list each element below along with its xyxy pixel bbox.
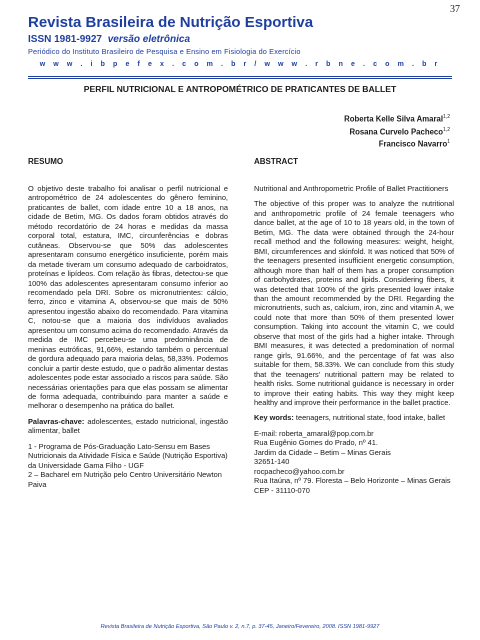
keywords-label: Key words:: [254, 413, 294, 423]
author: Francisco Navarro$^1$: [378, 139, 450, 149]
journal-websites: w w w . i b p e f e x . c o m . b r / w w w . r b n e . c o m . b r: [39, 61, 441, 68]
contact-line: 32651-140: [254, 457, 290, 467]
contact-line: E-mail: roberta_amaral@pop.com.br: [254, 428, 374, 438]
journal-title: Revista Brasileira de Nutrição Esportiva: [28, 14, 314, 31]
resumo-body: O objetivo deste trabalho foi analisar o perfil nutricional e antropométrico de 24 adolescentes do gênero feminino, praticantes de ballet, com idade entre 10 a 18 anos, na cidade de Betim, MG. Os dados foram obtidos através do método recordatório de 24 horas e medidas da massa corporal total, estatura, IMC, circunferências e dobras cutâneas. Observou-se que 50% das adolescentes apresentaram consumo energético insuficiente, porém mais da metade tiveram um consumo adequado de carboidratos, proteínas e lipídeos. Com relação às fibras, detectou-se que 100% das adolescentes apresentaram consumo inferior ao recomendado pela DRI. Sobre os micronutrientes: cálcio, ferro, zinco e vitamina A, observou-se que mais de 50% apresentou ingestão abaixo do recomendado. Para vitamina C, notou-se que a maioria dos indivíduos avaliados apresentou um consumo acima do recomendado. Através da medida de IMC percebeu-se uma predominância de meninas eutróficas, 91,66%, estando também o percentual de gordura adequado para maioria delas, 58,33%. Podemos concluir a partir deste estudo, que o padrão alimentar destas adolescentes pode estar associado a riscos para saúde. São necessárias orientações para que elas possam se alimentar de forma adequada, contribuindo para manter a saúde e melhorar o desempenho na prática do ballet.: [28, 184, 228, 411]
abstract-heading: ABSTRACT: [254, 157, 298, 166]
keywords-text: adolescentes, estado nutricional, ingestão alimentar, ballet: [28, 416, 228, 436]
resumo-heading: RESUMO: [28, 157, 64, 166]
resumo-keywords: [28, 417, 228, 436]
keywords-label: Palavras-chave:: [28, 416, 85, 426]
affiliation: 1 - Programa de Pós-Graduação Lato-Sensu em Bases Nutricionais da Atividade Física e Saúde (Nutrição Esportiva) da Universidade Gama Filho - UGF: [28, 441, 228, 470]
contact-line: Rua Itaúna, nº 79. Floresta – Belo Horizonte – Minas Gerais CEP - 31110-070: [254, 476, 451, 495]
page-footer: Revista Brasileira de Nutrição Esportiva, São Paulo v. 2, n.7, p. 37-45, Janeiro/Fevereiro, 2008. ISSN 1981-9927: [100, 624, 380, 630]
author: Rosana Curvelo Pacheco$^{1,2}$: [349, 126, 450, 137]
contact-line: Rua Eugênio Gomes do Prado, nº 41.: [254, 438, 378, 448]
resumo-column: [28, 184, 228, 489]
page-number: 37: [450, 4, 460, 15]
abstract-keywords: [254, 413, 454, 422]
issn-line: [28, 34, 190, 45]
author: Roberta Kelle Silva Amaral$^{1,2}$: [344, 114, 450, 124]
version-label: versão eletrônica: [107, 34, 190, 45]
abstract-column: [254, 184, 454, 495]
paper-title: PERFIL NUTRICIONAL E ANTROPOMÉTRICO DE PRATICANTES DE BALLET: [83, 84, 397, 94]
abstract-title-en: Nutritional and Anthropometric Profile of Ballet Practitioners: [254, 184, 449, 193]
abstract-body: The objective of this proper was to analyze the nutritional and anthropometric profile of 24 female teenagers who dance ballet, at the age of 10 to 18 years old, in the town of Betim, MG. The data were obtained through the 24-hour recall method and the following measures: weight, height, BMI, circumferences and skinfold. It was noticed that 50% of the teenagers presented insufficient energetic consumption, although more than half of them has a proper consumption of carbohydrates, proteins and lipids. Considering fibers, it was detected that 100% of the girls presented lower intake than the amount recommended by the DRI. Regarding the micronutrients, such as, calcium, iron, zinc and vitamin A, we could note that more than 50% of them presented lower consumption. Taking into account the vitamin C, we could observe that most of the girls had a higher intake. Through BMI measures, it was detected a predomination of normal range girls, 91.66%, and the percentage of fat was also suitable for them, 58.33%. We can conclude from this study that the teenagers' nutritional pattern may be related to health risks. Some nutritional guidance is necessary in order to improve their eating habits. This way they might keep healthy and improve their performance in the ballet practice.: [254, 199, 454, 407]
contact-line: Jardim da Cidade – Betim – Minas Gerais: [254, 447, 391, 457]
author-list: [344, 112, 450, 150]
contact-line: rocpacheco@yahoo.com.br: [254, 466, 345, 476]
affiliation: 2 – Bacharel em Nutrição pelo Centro Universitário Newton Paiva: [28, 470, 222, 489]
keywords-text: teenagers, nutritional state, food intake, ballet: [295, 413, 446, 423]
header-rule: [28, 76, 452, 79]
issn: ISSN 1981-9927: [28, 34, 102, 45]
journal-subtitle: Periódico do Instituto Brasileiro de Pesquisa e Ensino em Fisiologia do Exercício: [28, 47, 301, 56]
